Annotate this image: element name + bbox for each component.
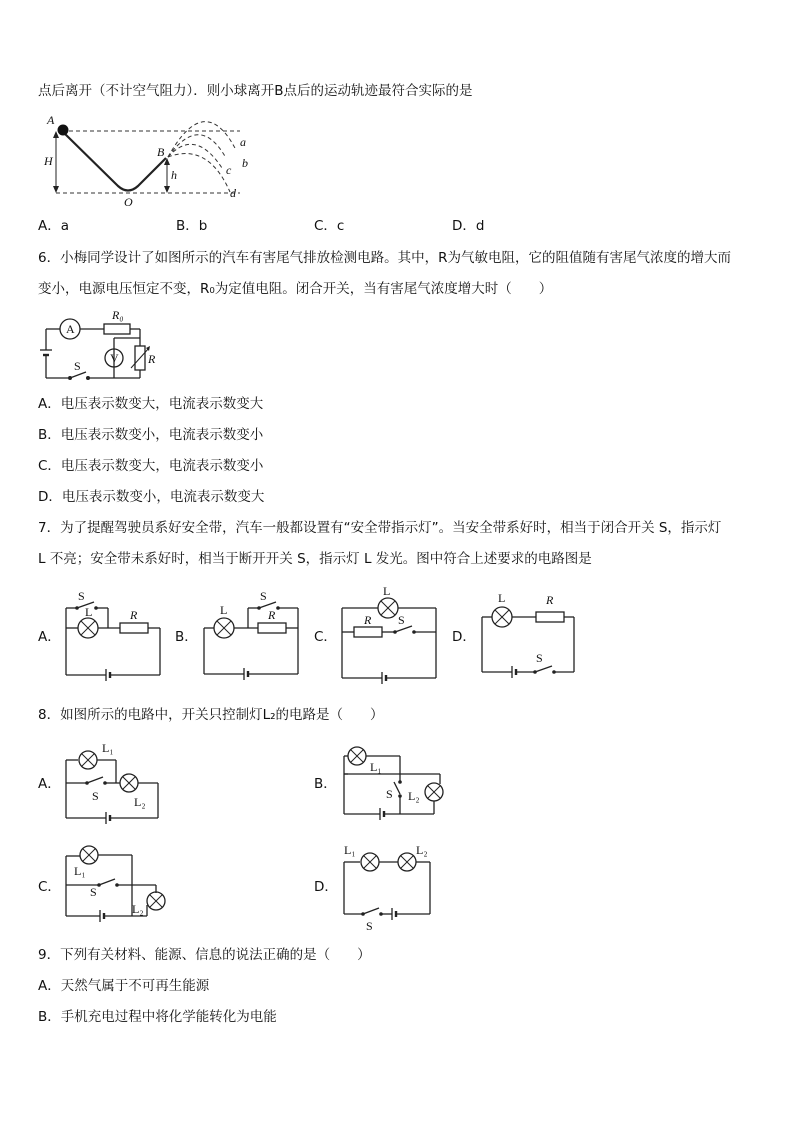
b-s-label: S (386, 787, 393, 801)
c-switch-label: S (398, 613, 405, 627)
q5-option-b: B．b (176, 218, 208, 234)
q8-circuit-b (336, 742, 451, 827)
label-A: A (47, 113, 55, 127)
q7-circuit-a (62, 590, 167, 685)
d-l2-label: L₂ (416, 843, 428, 857)
b-lamp-label: L (220, 603, 228, 617)
q8-circuit-a (60, 738, 170, 833)
q8-option-b: B． (314, 776, 337, 792)
q8-option-c: C． (38, 879, 61, 895)
label-h: h (171, 168, 177, 182)
q7-option-a: A． (38, 629, 61, 645)
q9-option-a: A．天然气属于不可再生能源 (38, 978, 210, 994)
q8-circuit-c (60, 840, 175, 925)
c-s-label: S (90, 885, 97, 899)
ammeter-label: A (66, 322, 75, 336)
r0-label: R₀ (112, 308, 124, 322)
label-c: c (226, 163, 232, 177)
label-B: B (157, 145, 165, 159)
b-l2-label: L₂ (408, 789, 420, 803)
d-lamp-label: L (498, 591, 506, 605)
label-O: O (124, 195, 133, 209)
r-label: R (148, 352, 156, 366)
c-lamp-label: L (383, 584, 391, 598)
q7-circuit-c (338, 586, 443, 686)
d-resistor-label: R (546, 593, 554, 607)
q6-option-a: A．电压表示数变大，电流表示数变大 (38, 396, 264, 412)
voltmeter-label: V (110, 351, 119, 365)
q5-stem: 点后离开（不计空气阻力）．则小球离开B点后的运动轨迹最符合实际的是 (38, 83, 473, 99)
q8-option-d: D． (314, 879, 338, 895)
q8-stem: 8．如图所示的电路中，开关只控制灯L₂的电路是（ ） (38, 707, 384, 723)
q6-option-d: D．电压表示数变小，电流表示数变大 (38, 489, 265, 505)
q7-option-b: B． (175, 629, 198, 645)
q5-option-d: D．d (452, 218, 485, 234)
q7-option-c: C． (314, 629, 337, 645)
q8-circuit-d (336, 842, 441, 933)
q5-option-c: C．c (314, 218, 345, 234)
c-l1-label: L₁ (74, 864, 86, 878)
q6-circuit-figure (38, 308, 168, 388)
q6-stem-line1: 6．小梅同学设计了如图所示的汽车有害尾气排放检测电路。其中，R为气敏电阻，它的阻值随有害尾气浓度的增大而 (38, 250, 731, 266)
q8-option-a: A． (38, 776, 61, 792)
label-H: H (44, 154, 53, 168)
q7-option-d: D． (452, 629, 476, 645)
d-s-label: S (366, 919, 373, 933)
label-d: d (230, 186, 236, 200)
d-l1-label: L₁ (344, 843, 356, 857)
q7-circuit-b (200, 588, 305, 683)
q6-option-b: B．电压表示数变小，电流表示数变小 (38, 427, 264, 443)
q6-option-c: C．电压表示数变大，电流表示数变小 (38, 458, 264, 474)
switch-label: S (74, 359, 81, 373)
a-switch-label: S (78, 589, 85, 603)
q6-stem-line2: 变小，电源电压恒定不变，R₀为定值电阻。闭合开关，当有害尾气浓度增大时（ ） (38, 281, 553, 297)
q7-circuit-d (476, 592, 581, 682)
a-lamp-label: L (85, 605, 93, 619)
b-resistor-label: R (268, 608, 276, 622)
q9-option-b: B．手机充电过程中将化学能转化为电能 (38, 1009, 277, 1025)
c-resistor-label: R (364, 613, 372, 627)
q7-stem-line1: 7．为了提醒驾驶员系好安全带，汽车一般都设置有“安全带指示灯”。当安全带系好时，相当于闭合开关 S，指示灯 (38, 520, 722, 536)
a-l1-label: L₁ (102, 741, 114, 755)
d-switch-label: S (536, 651, 543, 665)
q5-trajectory-figure (40, 112, 260, 212)
b-l1-label: L₁ (370, 760, 382, 774)
q9-stem: 9．下列有关材料、能源、信息的说法正确的是（ ） (38, 947, 371, 963)
q5-option-a: A．a (38, 218, 70, 234)
a-l2-label: L₂ (134, 795, 146, 809)
a-resistor-label: R (130, 608, 138, 622)
label-b: b (242, 156, 248, 170)
b-switch-label: S (260, 589, 267, 603)
c-l2-label: L₂ (132, 902, 144, 916)
label-a: a (240, 135, 246, 149)
q7-stem-line2: L 不亮；安全带未系好时，相当于断开开关 S，指示灯 L 发光。图中符合上述要求的电路图是 (38, 551, 592, 567)
a-s-label: S (92, 789, 99, 803)
